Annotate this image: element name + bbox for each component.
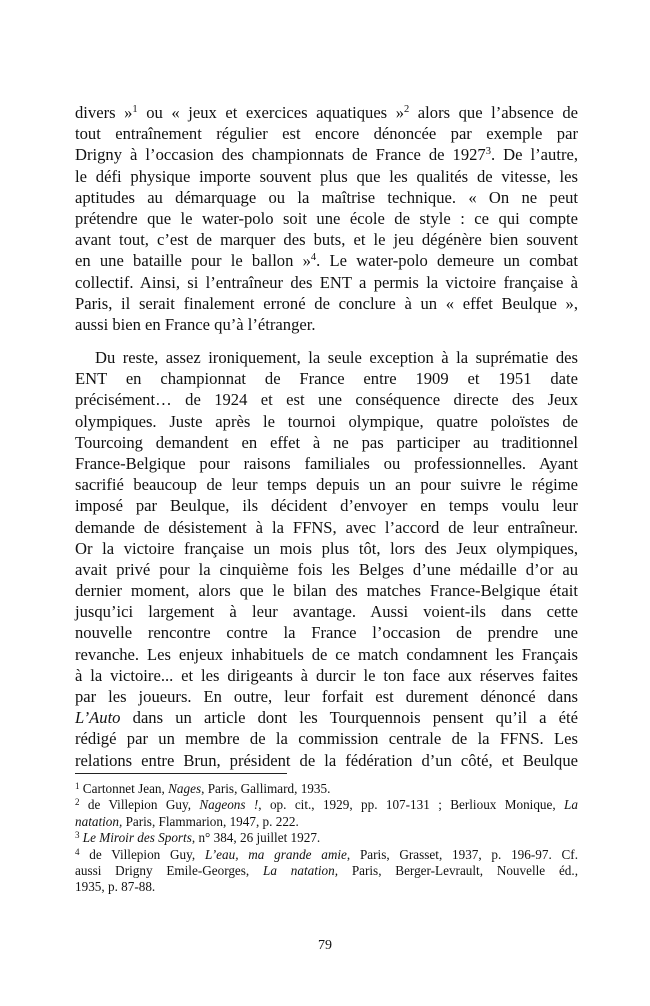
italic-title: natation, xyxy=(75,813,123,829)
footnote-line xyxy=(75,814,578,830)
footnote-ref: 4 xyxy=(310,252,317,264)
text-run: Paris, il serait finalement erroné de conclure à un « effet Beulque », xyxy=(75,293,578,313)
text-line xyxy=(75,272,578,293)
paragraph-2 xyxy=(75,347,578,771)
text-line xyxy=(75,559,578,580)
text-line xyxy=(75,347,578,368)
text-run: alors que l’absence de xyxy=(409,103,579,122)
text-run: avait privé pour la cinquième fois les Belges d’une médaille d’or au xyxy=(75,559,578,579)
text-run: ENT en championnat de France entre 1909 et 1951 date xyxy=(75,369,578,389)
footnote-number: 2 xyxy=(75,797,80,808)
footnote-ref: 1 xyxy=(132,104,138,115)
footnote-separator xyxy=(75,773,287,774)
footnote-line xyxy=(75,863,578,879)
text-run: en une bataille pour le ballon » xyxy=(75,251,311,271)
text-line xyxy=(75,538,578,559)
text-line xyxy=(75,517,578,538)
italic-title: La natation, xyxy=(263,862,339,878)
text-run: de Villepion Guy, xyxy=(79,846,205,862)
text-run: aussi Drigny Emile-Georges, xyxy=(75,862,264,878)
footnote-line xyxy=(75,879,578,895)
text-run: aptitudes au démarquage ou la maîtrise technique. « On ne peut xyxy=(75,187,578,207)
paragraph-1 xyxy=(75,102,578,335)
italic-title: L’eau, ma grande amie xyxy=(204,846,347,862)
footnote-line xyxy=(75,847,578,863)
text-run: Du reste, assez ironiquement, la seule exception à la suprématie des xyxy=(95,348,578,367)
text-run: divers » xyxy=(75,103,133,122)
text-line xyxy=(75,750,578,771)
text-run: prétendre que le water-polo soit une école de style : ce qui compte xyxy=(75,208,578,228)
text-line xyxy=(75,314,578,335)
text-run: tout entraînement régulier est encore dénoncée par exemple par xyxy=(75,124,578,144)
text-line xyxy=(75,229,578,250)
footnote-line xyxy=(75,830,578,846)
text-line xyxy=(75,389,578,410)
footnote-ref: 2 xyxy=(404,104,410,115)
text-line xyxy=(75,728,578,749)
text-line xyxy=(75,102,578,123)
text-run: par les joueurs. En outre, leur forfait est durement dénoncé dans xyxy=(75,687,578,706)
footnote-number: 4 xyxy=(75,846,80,857)
footnote-line xyxy=(75,781,578,797)
text-line xyxy=(75,474,578,495)
text-run: le défi physique importe souvent plus que les qualités de vitesse, les xyxy=(75,166,578,186)
text-run: , n° 384, 26 juillet 1927. xyxy=(191,830,321,846)
text-run: imposé par Beulque, ils décident d’envoyer en temps voulu leur xyxy=(75,496,578,516)
text-run: , op. cit., 1929, pp. 107-131 ; Berlioux Monique, xyxy=(258,797,565,813)
text-line xyxy=(75,644,578,665)
text-run: France-Belgique pour raisons familiales ou professionnelles. Ayant xyxy=(75,453,578,473)
italic-title: Le Miroir des Sports xyxy=(82,830,192,846)
footnote-ref: 3 xyxy=(485,146,491,158)
text-run: ou « jeux et exercices aquatiques » xyxy=(137,103,404,122)
italic-title: L’Auto xyxy=(75,708,121,728)
text-run: avant tout, c’est de marquer des buts, et le jeu dégénère bien souvent xyxy=(75,230,578,250)
footnote-number: 1 xyxy=(75,781,80,791)
text-run: jusqu’ici largement à leur avantage. Aussi voient-ils dans cette xyxy=(75,602,578,622)
text-run: de Villepion Guy, xyxy=(79,797,200,813)
text-run: , Paris, Gallimard, 1935. xyxy=(201,781,331,796)
text-run: dernier moment, alors que le bilan des matches France-Belgique était xyxy=(75,581,578,601)
text-run: précisément… de 1924 et est une conséquence directe des Jeux xyxy=(75,390,578,410)
text-run: nouvelle rencontre contre la France l’occasion de prendre une xyxy=(75,623,578,643)
text-run: Tourcoing demandent en effet à ne pas participer au traditionnel xyxy=(75,432,578,452)
text-run: 1935, p. 87-88. xyxy=(75,879,156,895)
text-line xyxy=(75,495,578,516)
text-run: demande de désistement à la FFNS, avec l’accord de leur entraîneur. xyxy=(75,517,578,537)
text-run: Paris, Flammarion, 1947, p. 222. xyxy=(122,813,299,829)
text-line xyxy=(75,123,578,144)
text-line xyxy=(75,665,578,686)
text-run: Drigny à l’occasion des championnats de France de 1927 xyxy=(75,145,486,165)
text-line xyxy=(75,601,578,622)
footnote-number: 3 xyxy=(75,830,80,841)
italic-title: La xyxy=(564,797,578,813)
page-number: 79 xyxy=(318,938,332,953)
italic-title: Nageons ! xyxy=(199,797,259,813)
text-run: , Paris, Grasset, 1937, p. 196-97. Cf. xyxy=(346,846,578,862)
text-run: olympiques. Juste après le tournoi olympique, quatre poloïstes de xyxy=(75,411,578,431)
text-line xyxy=(75,622,578,643)
text-line xyxy=(75,453,578,474)
footnote-line xyxy=(75,797,578,813)
text-run: dans un article dont les Tourquennois pensent qu’il a été xyxy=(120,708,578,728)
text-line xyxy=(75,187,578,208)
text-line xyxy=(75,411,578,432)
text-line xyxy=(75,166,578,187)
text-run: Paris, Berger-Levrault, Nouvelle éd., xyxy=(338,862,578,878)
text-run: Cartonnet Jean, xyxy=(79,781,169,796)
text-run: collectif. Ainsi, si l’entraîneur des ENT a permis la victoire française à xyxy=(75,272,578,292)
text-line xyxy=(75,368,578,389)
text-line xyxy=(75,686,578,707)
italic-title: Nages xyxy=(168,781,202,796)
text-line xyxy=(75,293,578,314)
text-line xyxy=(75,250,578,271)
text-run: . Le water-polo demeure un combat xyxy=(316,251,578,271)
text-run: rédigé par un membre de la commission centrale de la FFNS. Les xyxy=(75,729,578,749)
text-run: revanche. Les enjeux inhabituels de ce match condamnent les Français xyxy=(75,644,578,664)
text-run: à la victoire... et les dirigeants à durcir le ton face aux réserves faites xyxy=(75,665,578,685)
text-line xyxy=(75,208,578,229)
text-run: aussi bien en France qu’à l’étranger. xyxy=(75,314,316,334)
text-line xyxy=(75,707,578,728)
text-run: . De l’autre, xyxy=(490,145,578,165)
footnotes xyxy=(75,781,578,896)
text-line xyxy=(75,580,578,601)
text-run: Or la victoire française un mois plus tôt, lors des Jeux olympiques, xyxy=(75,538,578,558)
text-line xyxy=(75,432,578,453)
text-line xyxy=(75,144,578,165)
text-run: sacrifié beaucoup de leur temps depuis un an pour suivre le régime xyxy=(75,475,578,495)
text-run: relations entre Brun, président de la fédération d’un côté, et Beulque xyxy=(75,750,578,770)
